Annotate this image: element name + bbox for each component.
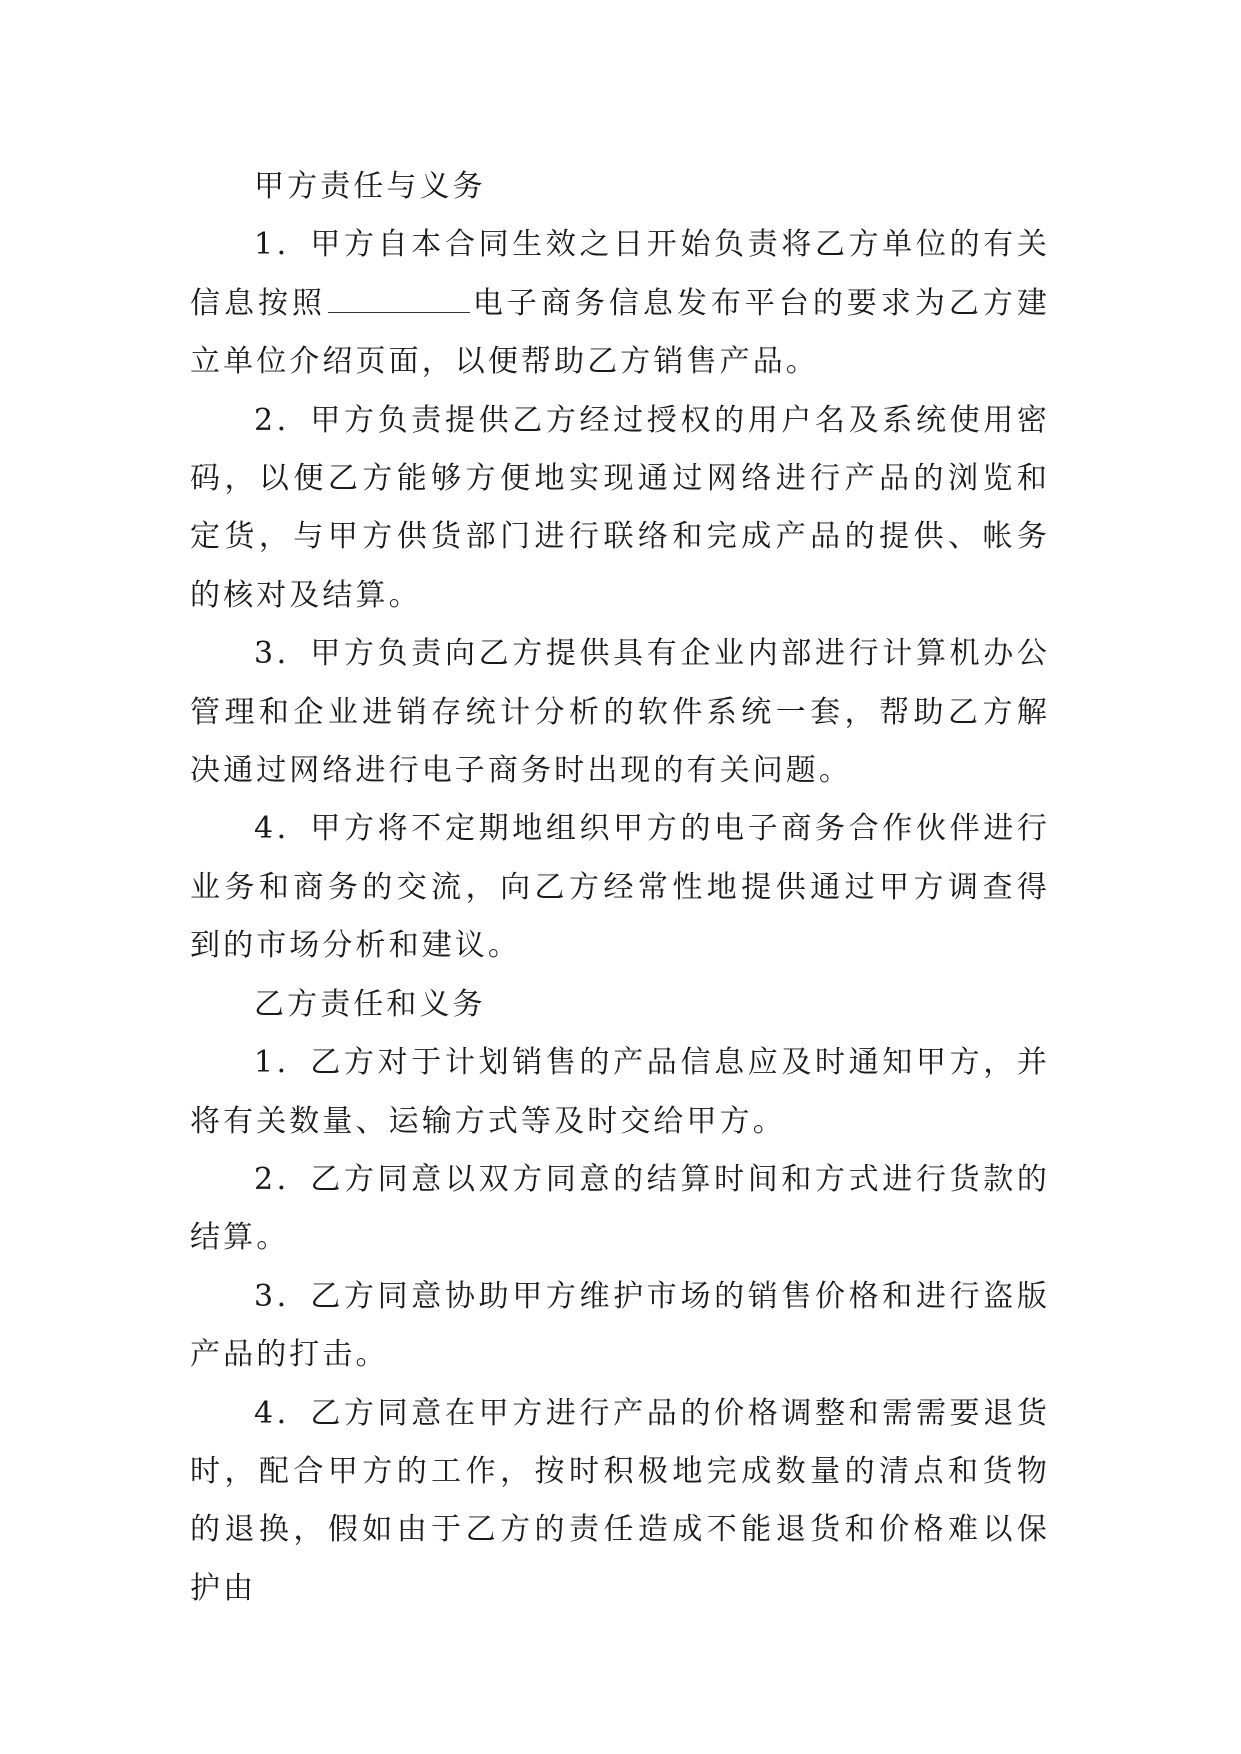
party-b-clause-3: 3．乙方同意协助甲方维护市场的销售价格和进行盗版产品的打击。 xyxy=(190,1278,1050,1373)
clause-text: 1．甲方自本合同生效之日开始负责将乙方单位的有关信息按照 xyxy=(190,227,1050,321)
party-a-clause-3: 3．甲方负责向乙方提供具有企业内部进行计算机办公管理和企业进销存统计分析的软件系统一套，帮助乙方解决通过网络进行电子商务时出现的有关问题。 xyxy=(190,636,1050,789)
clause-text: 电子商务信息发布平台的要求为乙方建立单位介绍页面，以便帮助乙方销售产品。 xyxy=(190,285,1050,380)
fill-in-blank xyxy=(328,311,470,313)
party-a-clause-4: 4．甲方将不定期地组织甲方的电子商务合作伙伴进行业务和商务的交流，向乙方经常性地提供通过甲方调查得到的市场分析和建议。 xyxy=(190,811,1050,964)
party-a-clause-1 xyxy=(190,216,1050,391)
section-heading-party-a: 甲方责任与义务 xyxy=(254,169,486,204)
party-b-clause-4: 4．乙方同意在甲方进行产品的价格调整和需需要退货时，配合甲方的工作，按时积极地完成数量的清点和货物的退换，假如由于乙方的责任造成不能退货和价格难以保护由 xyxy=(190,1395,1050,1606)
section-heading-party-b: 乙方责任和义务 xyxy=(254,986,486,1022)
party-a-clause-2: 2．甲方负责提供乙方经过授权的用户名及系统使用密码，以便乙方能够方便地实现通过网络进行产品的浏览和定货，与甲方供货部门进行联络和完成产品的提供、帐务的核对及结算。 xyxy=(190,402,1050,613)
party-b-clause-2: 2．乙方同意以双方同意的结算时间和方式进行货款的结算。 xyxy=(190,1161,1050,1256)
document-body xyxy=(190,158,1050,1618)
party-b-clause-1: 1．乙方对于计划销售的产品信息应及时通知甲方，并将有关数量、运输方式等及时交给甲方。 xyxy=(190,1045,1050,1139)
